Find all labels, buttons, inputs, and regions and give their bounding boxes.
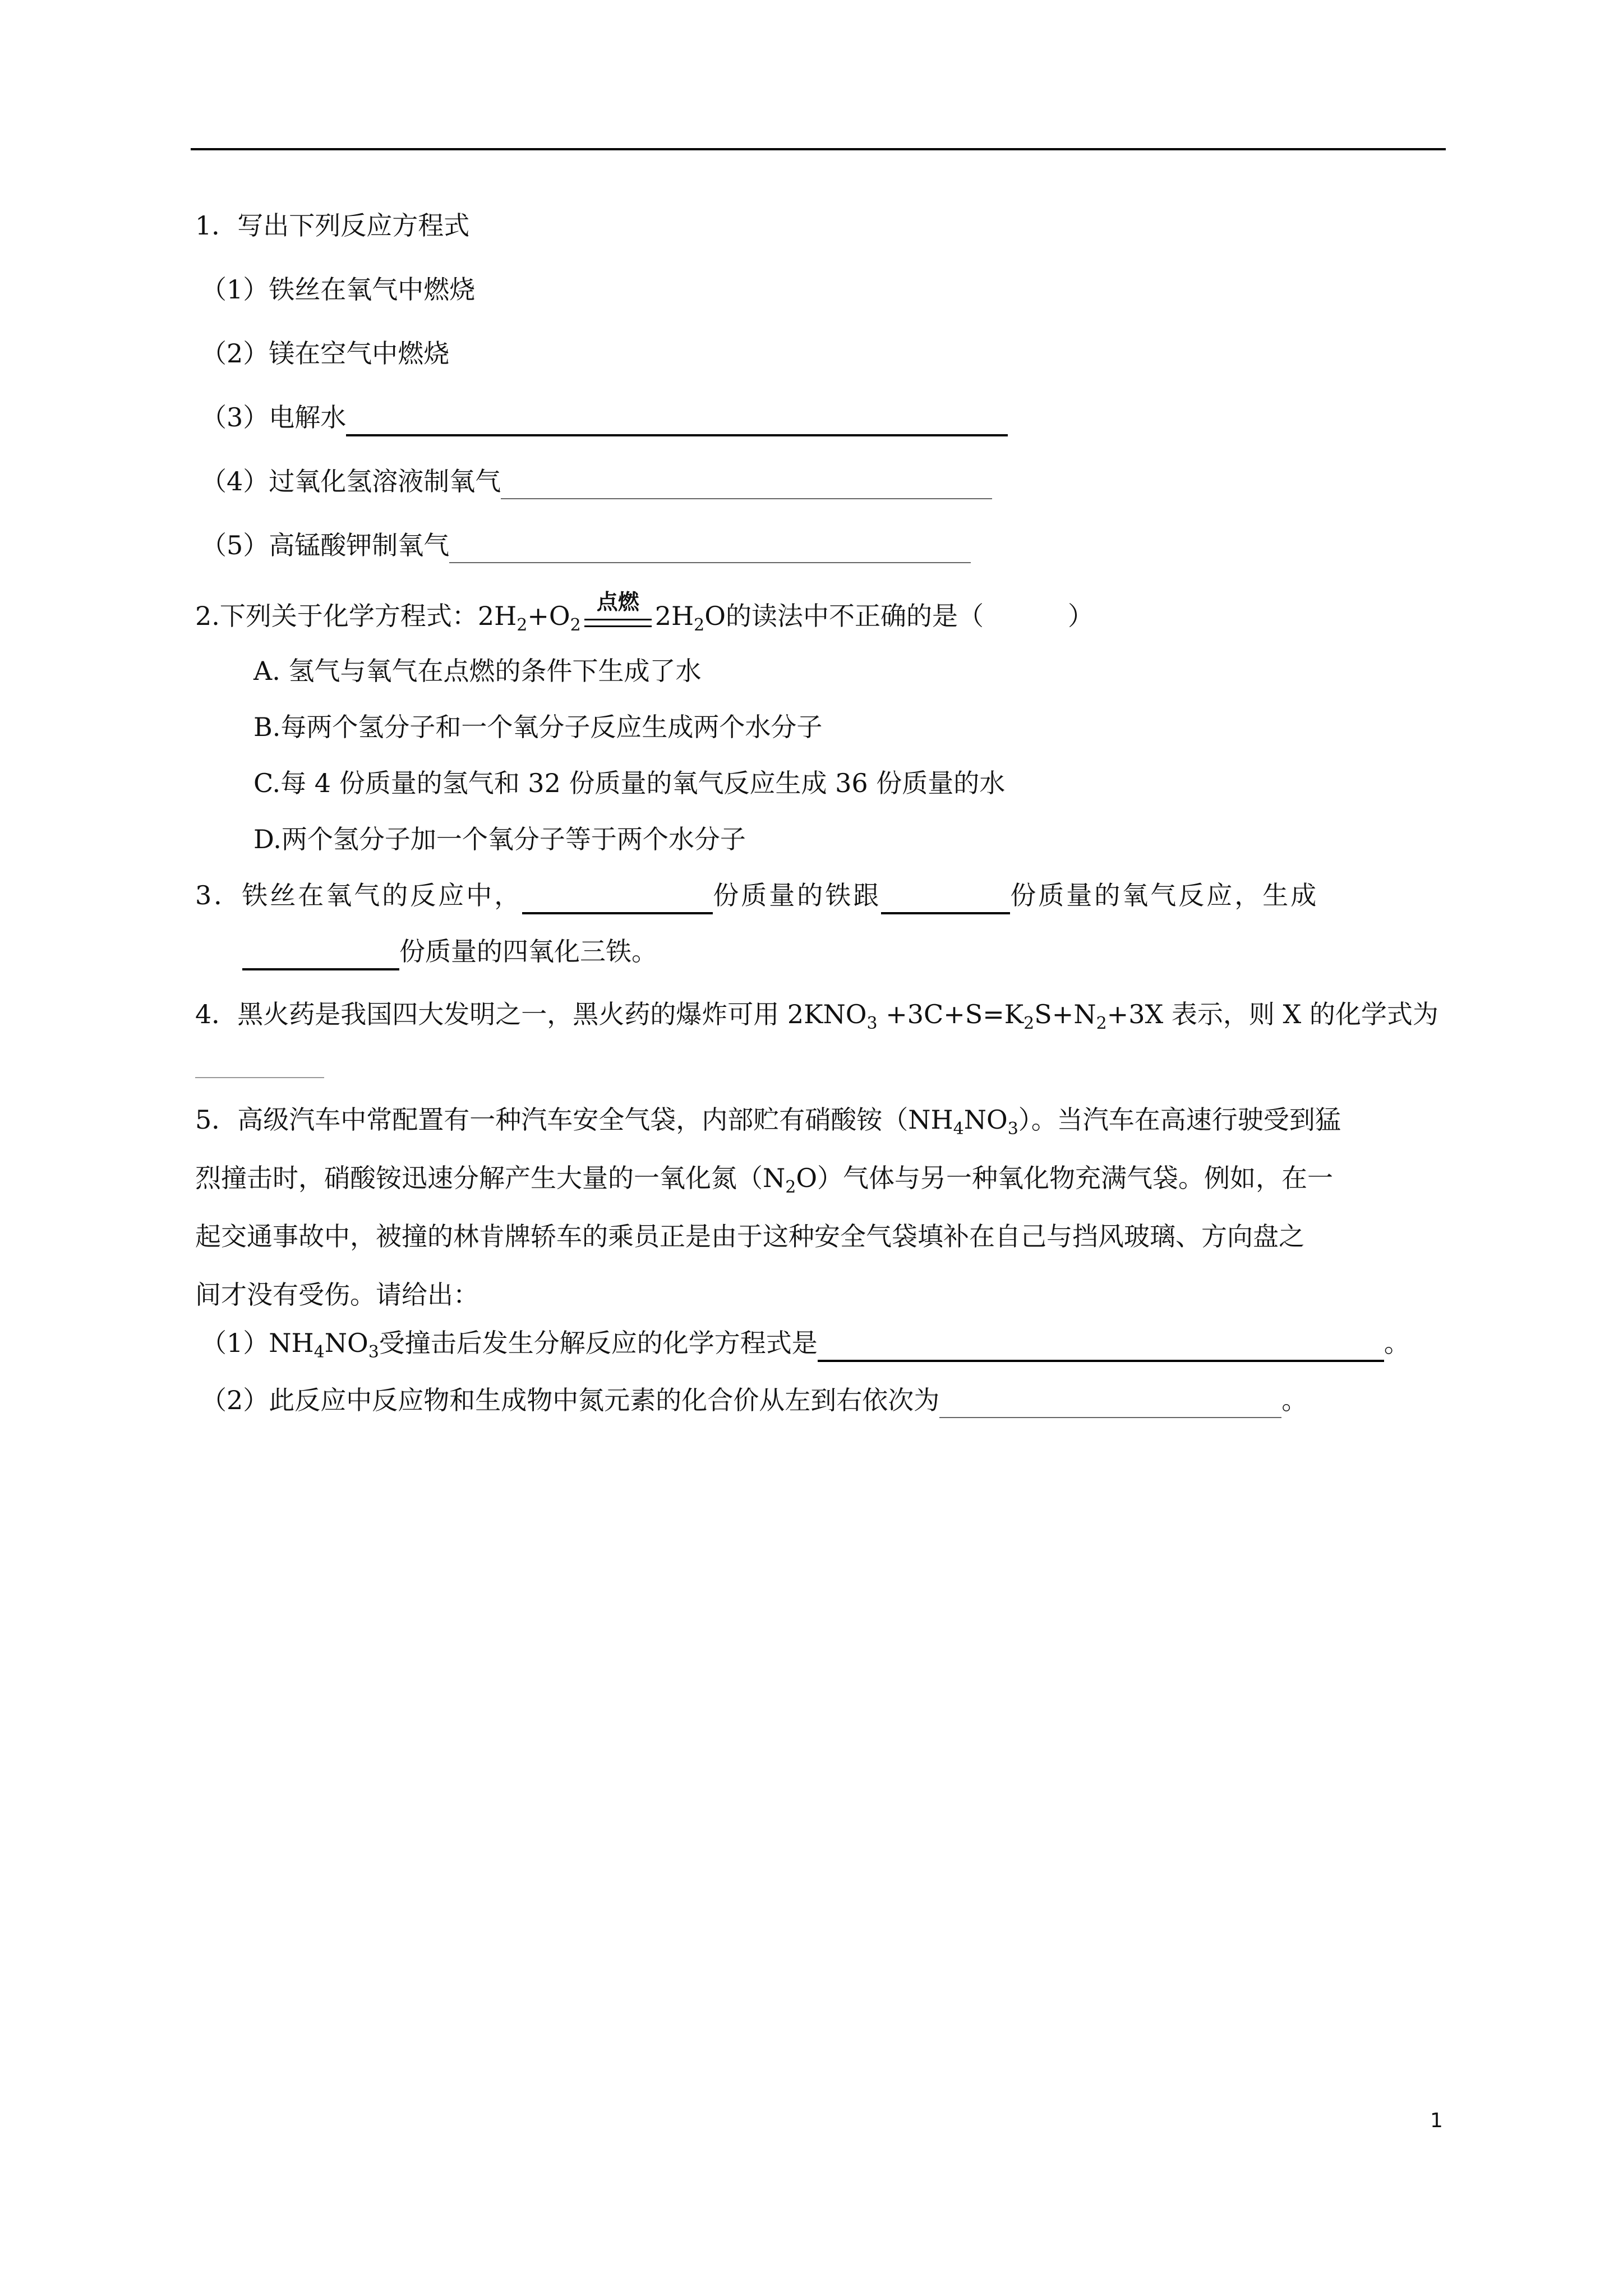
q1-item-5-label: （5）高锰酸钾制氧气 [201,530,450,560]
answer-blank[interactable] [818,1326,1384,1362]
q1-item-3 [201,401,1008,436]
q5-sub-1: $(1)NH_4NO_3$受撞击后发生分解反应的化学方程式是 。 [201,1326,1410,1369]
answer-blank[interactable] [522,878,713,914]
q3-line-2: 份质量的四氧化三铁。 [242,935,657,970]
page-number: 1 [1430,2109,1443,2132]
answer-blank[interactable] [449,528,971,563]
q1-item-1: （1）铁丝在氧气中燃烧 [201,274,476,305]
q2-option-d: D.两个氢分子加一个氧分子等于两个水分子 [253,824,746,854]
header-rule [191,148,1446,150]
equation-lhs: $2H_2+O_2$ [477,601,581,635]
q2-prefix: 2.下列关于化学方程式： [195,601,478,631]
q1-title: 1．写出下列反应方程式 [195,210,470,241]
q2-option-a: A. 氢气与氧气在点燃的条件下生成了水 [253,656,702,686]
reaction-condition: 点燃 [584,609,652,642]
q2-stem: 2.下列关于化学方程式：$2H_2+O_2$ 点燃 $2H_2O$的读法中不正确的是（ ） [195,599,1094,642]
q5-line-3: 起交通事故中，被撞的林肯牌轿车的乘员正是由于这种安全气袋填补在自己与挡风玻璃、方向盘之 [195,1221,1304,1251]
answer-blank[interactable] [501,464,992,499]
q1-item-5 [201,528,971,563]
q1-item-3-label: （3）电解水 [201,402,347,432]
q2-option-b: B.每两个氢分子和一个氧分子反应生成两个水分子 [253,712,823,742]
q4-answer-line [195,1043,324,1078]
q4-line-1: 4．黑火药是我国四大发明之一，黑火药的爆炸可用 $2KNO_3 +3C+S=K_2S+N_2+3X$ 表示，则 X 的化学式为 [195,999,1438,1033]
answer-blank[interactable] [195,1043,324,1078]
q5-line-1: 5．高级汽车中常配置有一种汽车安全气袋，内部贮有硝酸铵$(NH_4NO_3)$。当汽车在高速行驶受到猛 [195,1105,1341,1139]
answer-blank[interactable] [939,1383,1281,1418]
q5-line-4: 间才没有受伤。请给出： [195,1280,479,1310]
q5-line-2: 烈撞击时，硝酸铵迅速分解产生大量的一氧化氮$(N_2O)$气体与另一种氧化物充满气袋。例如，在一 [195,1163,1334,1197]
q1-item-4-label: （4）过氧化氢溶液制氧气 [201,466,501,496]
q1-item-4 [201,464,992,499]
answer-blank[interactable] [242,935,399,970]
q1-item-2: （2）镁在空气中燃烧 [201,338,450,369]
answer-blank[interactable] [881,878,1010,914]
q2-suffix: 的读法中不正确的是（ [725,601,984,631]
q5-sub-2: （2）此反应中反应物和生成物中氮元素的化合价从左到右依次为 。 [201,1383,1307,1418]
answer-blank[interactable] [346,401,1008,436]
q2-option-c: C.每 4 份质量的氢气和 32 份质量的氧气反应生成 36 份质量的水 [253,768,1006,798]
equation-rhs: $2H_2O$ [654,601,726,635]
q3-line-1: 3．铁丝在氧气的反应中， 份质量的铁跟 份质量的氧气反应，生成 [195,878,1318,914]
